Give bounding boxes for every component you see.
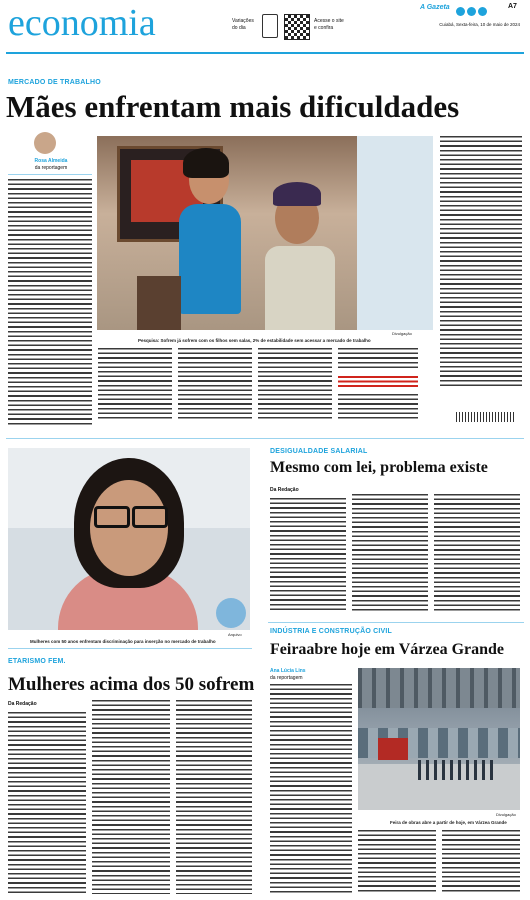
- story1-text-col2: [98, 348, 172, 420]
- brand-logo: A Gazeta: [420, 4, 450, 11]
- story4-text-col2: [358, 830, 436, 894]
- story3-byline: Da Redação: [8, 701, 37, 707]
- masthead-note: e confira: [314, 25, 334, 31]
- story4-byline-sub: da reportagem: [270, 675, 303, 681]
- story4-headline: Feiraabre hoje em Várzea Grande: [270, 641, 505, 658]
- page-number: A7: [508, 3, 517, 10]
- edition-date: Cuiabá, Sexta-feira, 10 de maio de 2024: [439, 22, 520, 27]
- masthead-note: Variações: [232, 18, 254, 24]
- story2-text-col3: [434, 494, 520, 612]
- story3-text-col2: [92, 700, 170, 894]
- phone-icon: [262, 14, 278, 38]
- story1-photo-credit: Divulgação: [392, 331, 412, 336]
- barcode-icon: [456, 412, 516, 422]
- story1-text-col6: [440, 136, 522, 388]
- story1-photo-caption: Pesquisa: Sofrem já sofrem com os filhos sem salas, 2% de estabilidade sem acessar a mercado de trabalho: [138, 338, 371, 343]
- story2-text-col2: [352, 494, 428, 612]
- story1-photo: [97, 136, 433, 330]
- story1-highlight: [338, 376, 418, 388]
- story1-text-col3: [178, 348, 252, 420]
- story4-photo: [358, 668, 520, 810]
- masthead-note: Acesse o site: [314, 18, 344, 24]
- story1-headline: Mães enfrentam mais dificuldades: [6, 89, 460, 124]
- story2-headline: Mesmo com lei, problema existe: [270, 459, 488, 476]
- story2-text-col1: [270, 498, 346, 612]
- story4-photo-credit: Divulgação: [496, 812, 516, 817]
- masthead: [0, 0, 530, 56]
- author-photo: [34, 132, 56, 154]
- story1-author: Rosa Almeida: [34, 158, 68, 164]
- story2-photo-credit: Arquivo: [228, 632, 242, 637]
- story2-photo: [8, 448, 250, 630]
- story1-text-col1: [8, 179, 92, 425]
- story3-headline: Mulheres acima dos 50 sofrem: [8, 674, 255, 695]
- story1-text-col5a: [338, 348, 418, 370]
- story2-byline: Da Redação: [270, 487, 299, 493]
- section-title: economia: [8, 2, 156, 44]
- story3-kicker: ETARISMO FEM.: [8, 658, 66, 665]
- story3-text-col1: [8, 712, 86, 894]
- story2-photo-caption: Mulheres com 50 anos enfrentam discriminação para inserção no mercado de trabalho: [30, 639, 216, 644]
- story4-byline: Ana Lúcia Lins: [270, 668, 306, 674]
- story3-text-col3: [176, 700, 252, 894]
- masthead-note: do dia: [232, 25, 246, 31]
- story2-kicker: DESIGUALDADE SALARIAL: [270, 448, 368, 455]
- story1-text-col4: [258, 348, 332, 420]
- story1-kicker: MERCADO DE TRABALHO: [8, 79, 101, 86]
- qr-code-icon: [284, 14, 310, 40]
- story1-author-sub: da reportagem: [34, 165, 68, 171]
- story4-text-col1: [270, 684, 352, 894]
- story4-text-col3: [442, 830, 520, 894]
- story4-kicker: INDÚSTRIA E CONSTRUÇÃO CIVIL: [270, 628, 393, 635]
- story4-photo-caption: Feira de obras abre a partir de hoje, em Várzea Grande: [390, 820, 507, 825]
- story1-text-col5b: [338, 394, 418, 420]
- social-icons: [456, 3, 492, 13]
